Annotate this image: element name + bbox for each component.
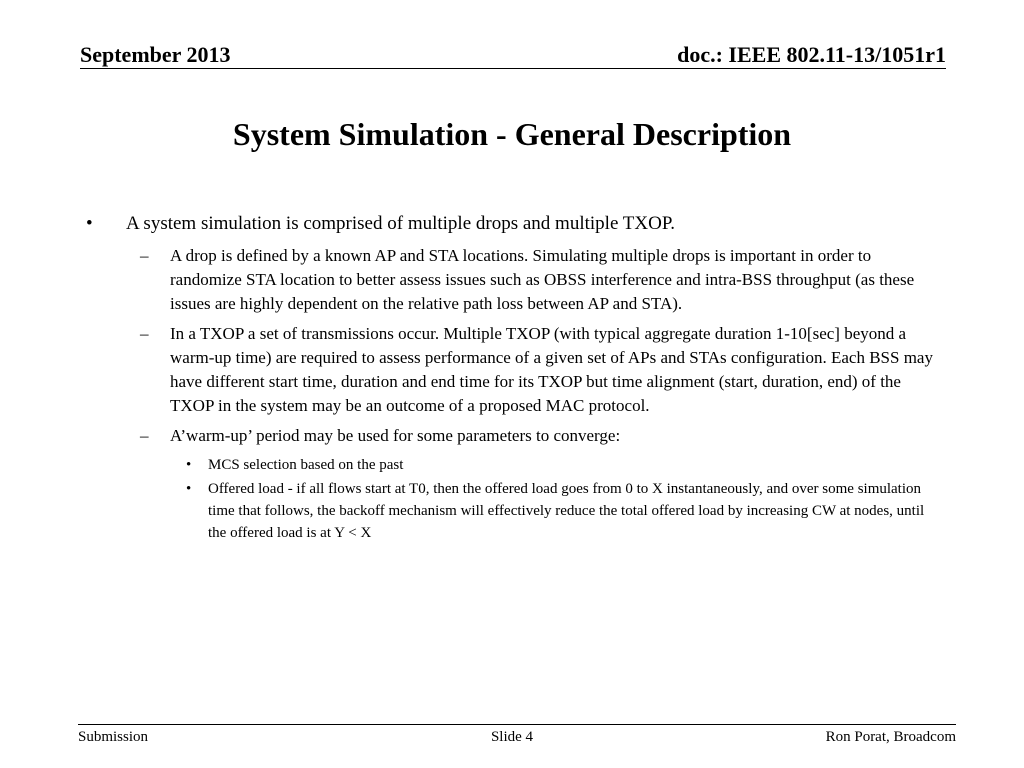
bullet-level1 bbox=[82, 212, 942, 236]
slide-body bbox=[82, 212, 942, 546]
footer-author: Ron Porat, Broadcom bbox=[825, 729, 956, 745]
bullet-level3-offered-load bbox=[82, 478, 942, 544]
bullet-level2-warmup bbox=[82, 424, 942, 448]
header-date: September 2013 bbox=[80, 42, 231, 67]
bullet-level2-txop bbox=[82, 322, 942, 418]
dash-marker: – bbox=[140, 324, 149, 343]
bullet-level3-mcs bbox=[82, 454, 942, 476]
header-doc-id: doc.: IEEE 802.11-13/1051r1 bbox=[677, 42, 946, 67]
slide-title: System Simulation - General Description bbox=[232, 116, 792, 152]
bullet-marker: • bbox=[186, 457, 192, 473]
bullet-text: A’warm-up’ period may be used for some parameters to converge: bbox=[170, 426, 621, 445]
bullet-text: A system simulation is comprised of multiple drops and multiple TXOP. bbox=[126, 213, 676, 234]
dash-marker: – bbox=[140, 246, 149, 265]
dash-marker: – bbox=[140, 426, 149, 445]
bullet-text: Offered load - if all flows start at T0, then the offered load goes from 0 to X instantaneously, and over some simulation time that follows, the backoff mechanism will effectively reduce the total offered load by increasing CW at nodes, until the offered load is at Y < X bbox=[208, 481, 925, 541]
footer-divider bbox=[78, 724, 956, 725]
bullet-text: In a TXOP a set of transmissions occur. Multiple TXOP (with typical aggregate duration 1-10[sec] beyond a warm-up time) are required to assess performance of a given set of APs and STAs configuration. Each BSS may have different start time, duration and end time for its TXOP but time alignment (start, duration, end) of the TXOP in the system may be an outcome of a proposed MAC protocol. bbox=[170, 324, 933, 415]
footer-slide-number: Slide 4 bbox=[490, 729, 534, 745]
footer-submission: Submission bbox=[78, 729, 149, 745]
bullet-text: A drop is defined by a known AP and STA locations. Simulating multiple drops is important in order to randomize STA location to better assess issues such as OBSS interference and intra-BSS throughput (as these issues are highly dependent on the relative path loss between AP and STA). bbox=[170, 246, 915, 313]
bullet-level2-drop bbox=[82, 244, 942, 316]
bullet-marker: • bbox=[86, 213, 93, 234]
bullet-text: MCS selection based on the past bbox=[208, 457, 404, 473]
header-divider bbox=[80, 68, 946, 69]
bullet-marker: • bbox=[186, 481, 192, 497]
